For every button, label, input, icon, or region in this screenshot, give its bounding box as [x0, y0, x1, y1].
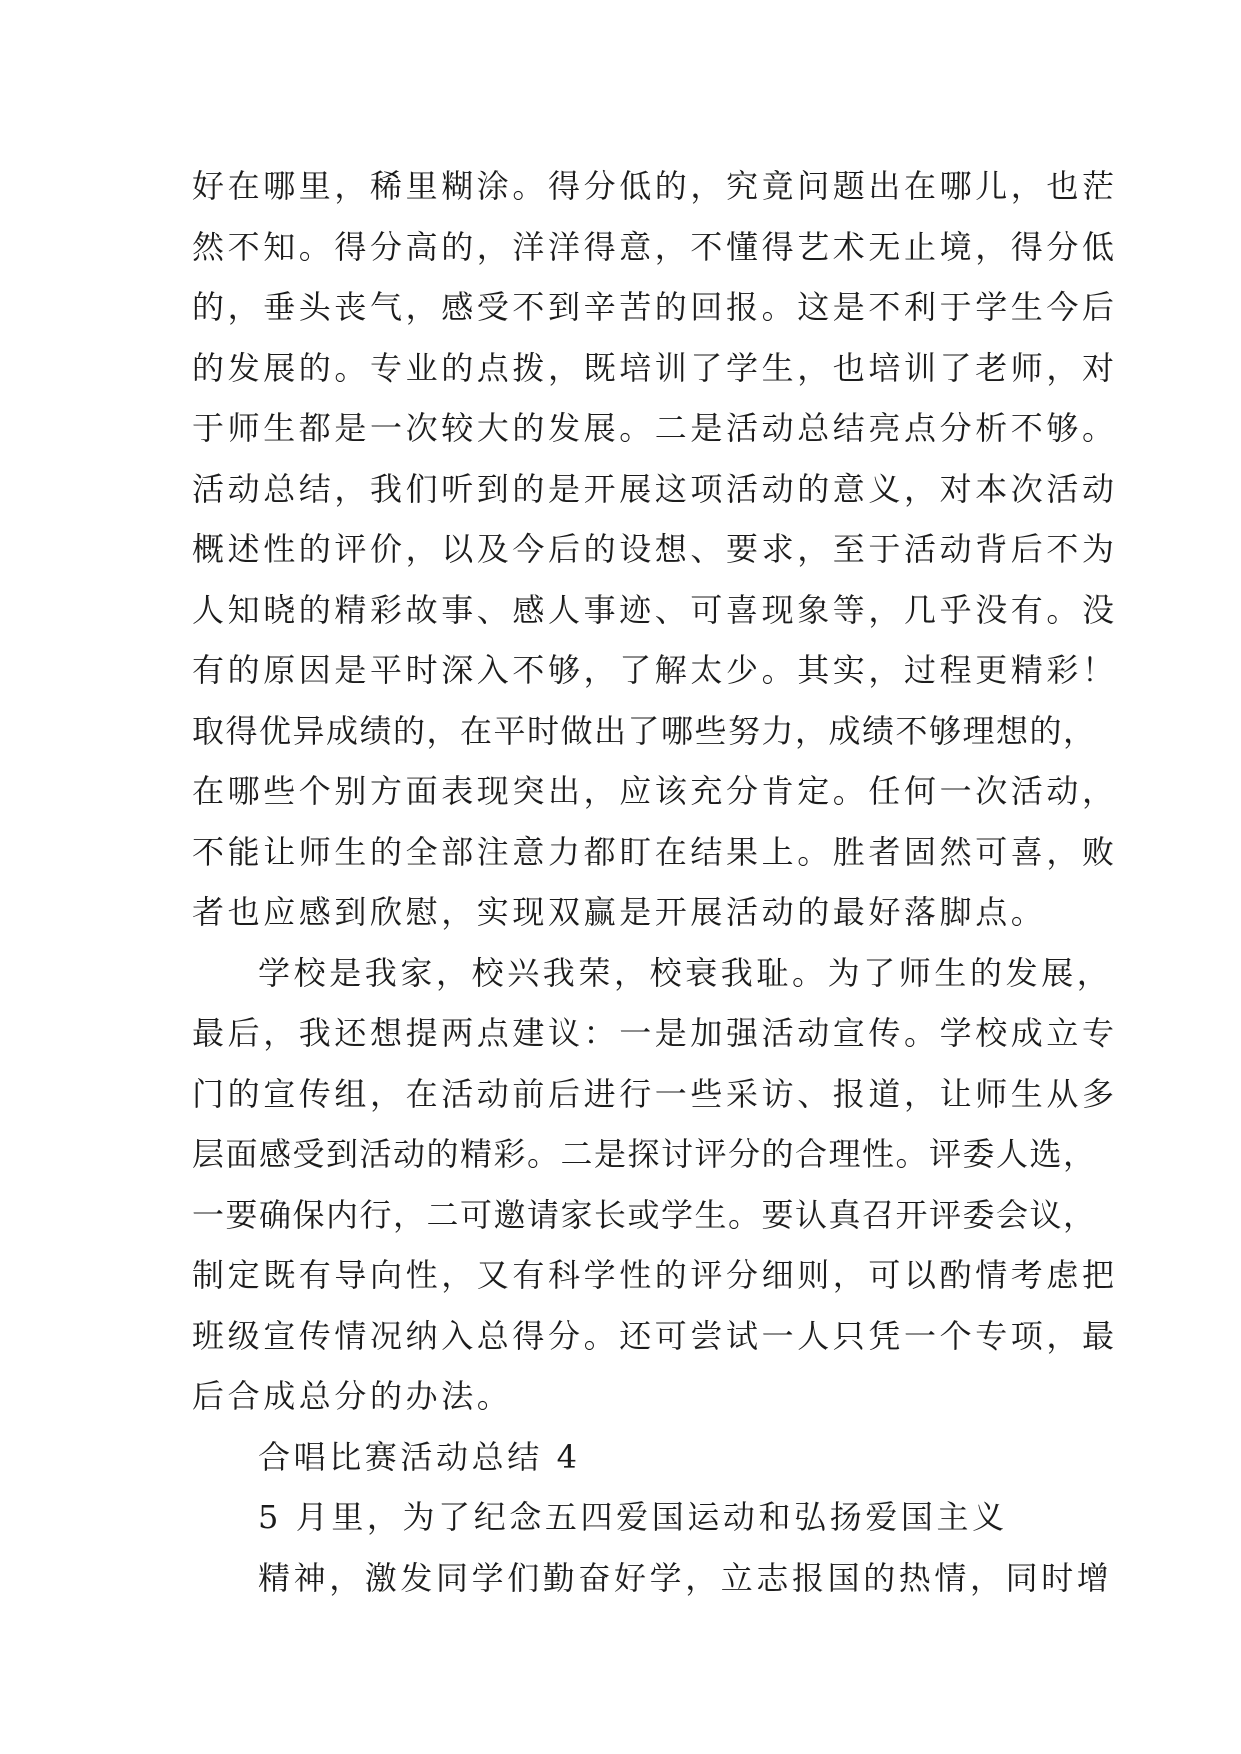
- text-line: 制定既有导向性，又有科学性的评分细则，可以酌情考虑把: [192, 1256, 1118, 1294]
- text-line: 层面感受到活动的精彩。二是探讨评分的合理性。评委人选，: [192, 1135, 1097, 1173]
- text-line: 然不知。得分高的，洋洋得意，不懂得艺术无止境，得分低: [192, 227, 1118, 266]
- document-body: [192, 162, 1118, 1614]
- text-line: 的，垂头丧气，感受不到辛苦的回报。这是不利于学生今后: [192, 288, 1118, 326]
- text-line: 门的宣传组，在活动前后进行一些采访、报道，让师生从多: [192, 1074, 1118, 1113]
- text-line: 一要确保内行，二可邀请家长或学生。要认真召开评委会议，: [192, 1195, 1097, 1234]
- section-heading: 合唱比赛活动总结 4: [258, 1437, 581, 1476]
- text-line: 在哪些个别方面表现突出，应该充分肯定。任何一次活动，: [192, 772, 1118, 810]
- paragraph-start-line: 精神，激发同学们勤奋好学，立志报国的热情，同时增: [258, 1558, 1113, 1597]
- text-line: 班级宣传情况纳入总得分。还可尝试一人只凭一个专项，最: [192, 1316, 1118, 1355]
- paragraph-start-line: 学校是我家，校兴我荣，校衰我耻。为了师生的发展，: [258, 953, 1113, 992]
- text-line: 好在哪里，稀里糊涂。得分低的，究竟问题出在哪儿，也茫: [192, 167, 1118, 205]
- text-line: 有的原因是平时深入不够，了解太少。其实，过程更精彩！: [192, 651, 1118, 689]
- text-line: 的发展的。专业的点拨，既培训了学生，也培训了老师，对: [192, 348, 1118, 387]
- text-line: 于师生都是一次较大的发展。二是活动总结亮点分析不够。: [192, 409, 1118, 447]
- text-line: 者也应感到欣慰，实现双赢是开展活动的最好落脚点。: [192, 893, 1047, 931]
- text-line: 人知晓的精彩故事、感人事迹、可喜现象等，几乎没有。没: [192, 590, 1118, 629]
- text-line: 取得优异成绩的，在平时做出了哪些努力，成绩不够理想的，: [192, 711, 1097, 750]
- text-line: 最后，我还想提两点建议：一是加强活动宣传。学校成立专: [192, 1014, 1118, 1052]
- text-line: 活动总结，我们听到的是开展这项活动的意义，对本次活动: [192, 469, 1118, 508]
- text-line: 后合成总分的办法。: [192, 1377, 513, 1415]
- text-line: 概述性的评价，以及今后的设想、要求，至于活动背后不为: [192, 530, 1118, 568]
- paragraph-start-line: 5 月里，为了纪念五四爱国运动和弘扬爱国主义: [258, 1498, 1008, 1536]
- text-line: 不能让师生的全部注意力都盯在结果上。胜者固然可喜，败: [192, 832, 1118, 871]
